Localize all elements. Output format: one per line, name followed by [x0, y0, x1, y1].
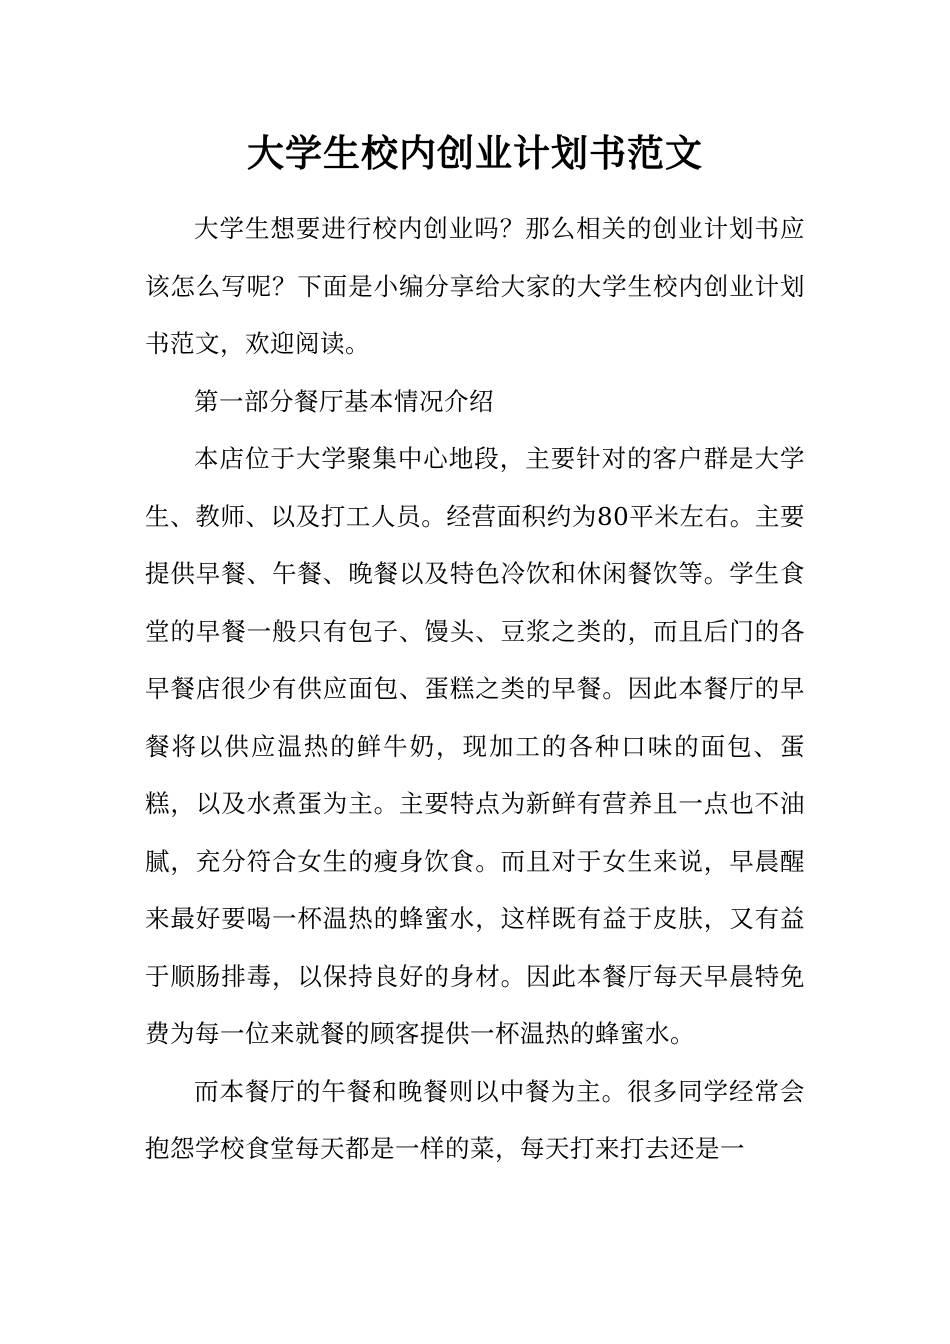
document-content [145, 128, 805, 1178]
body-paragraph: 本店位于大学聚集中心地段，主要针对的客户群是大学生、教师、以及打工人员。经营面积约为80平米左右。主要提供早餐、午餐、晚餐以及特色冷饮和休闲餐饮等。学生食堂的早餐一般只有包子、馒头、豆浆之类的，而且后门的各早餐店很少有供应面包、蛋糕之类的早餐。因此本餐厅的早餐将以供应温热的鲜牛奶，现加工的各种口味的面包、蛋糕，以及水煮蛋为主。主要特点为新鲜有营养且一点也不油腻，充分符合女生的瘦身饮食。而且对于女生来说，早晨醒来最好要喝一杯温热的蜂蜜水，这样既有益于皮肤，又有益于顺肠排毒，以保持良好的身材。因此本餐厅每天早晨特免费为每一位来就餐的顾客提供一杯温热的蜂蜜水。 [145, 444, 805, 1048]
intro-paragraph: 大学生想要进行校内创业吗？那么相关的创业计划书应该怎么写呢？下面是小编分享给大家的大学生校内创业计划书范文，欢迎阅读。 [145, 214, 805, 358]
document-title: 大学生校内创业计划书范文 [247, 131, 703, 175]
section-heading: 第一部分餐厅基本情况介绍 [194, 386, 494, 416]
body-paragraph: 而本餐厅的午餐和晚餐则以中餐为主。很多同学经常会抱怨学校食堂每天都是一样的菜，每天打来打去还是一 [145, 1076, 805, 1163]
